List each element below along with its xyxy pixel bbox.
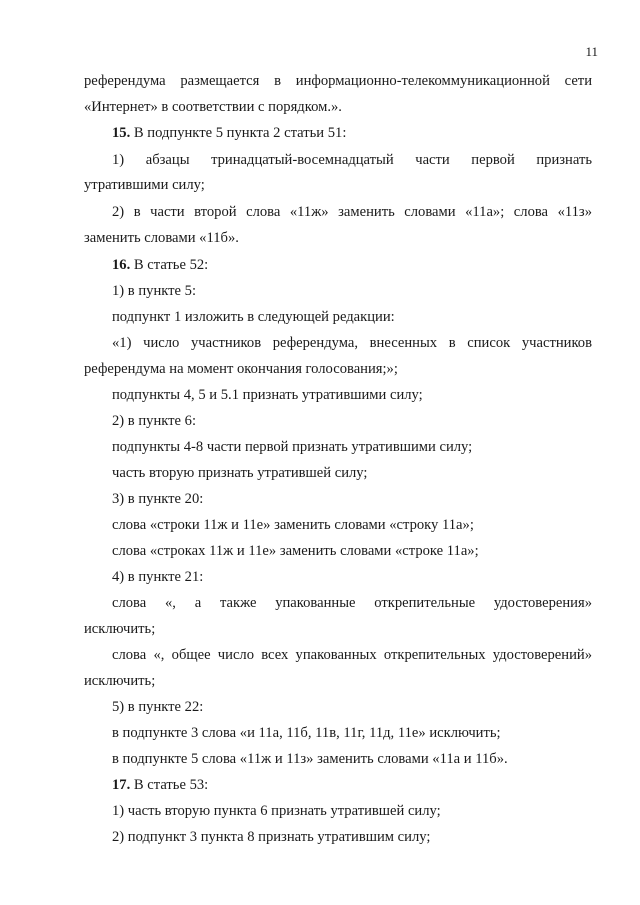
line-text: 1) абзацы тринадцатый-восемнадцатый части первой признать	[112, 152, 592, 168]
line-text: слова «, общее число всех упакованных открепительных удостоверений»	[112, 647, 592, 663]
text-line	[112, 334, 592, 353]
text-line	[84, 672, 592, 691]
line-text: 2) в части второй слова «11ж» заменить словами «11а»; слова «11з»	[112, 204, 592, 220]
text-line	[112, 386, 592, 405]
line-text: 2) в пункте 6:	[112, 413, 197, 429]
line-text: заменить словами «11б».	[84, 230, 239, 246]
article-heading	[112, 256, 592, 275]
text-line	[112, 203, 592, 222]
line-text: В статье 52:	[130, 257, 209, 273]
text-line	[112, 568, 592, 587]
text-line	[84, 229, 592, 248]
line-text: 1) часть вторую пункта 6 признать утратившей силу;	[112, 803, 441, 819]
line-text: слова «строки 11ж и 11е» заменить словами «строку 11а»;	[112, 517, 474, 533]
line-text: подпункты 4-8 части первой признать утратившими силу;	[112, 439, 473, 455]
text-line	[112, 516, 592, 535]
text-line	[112, 464, 592, 483]
line-text: часть вторую признать утратившей силу;	[112, 465, 368, 481]
text-line	[84, 72, 592, 91]
text-line	[112, 750, 592, 769]
text-line	[112, 594, 592, 613]
text-line	[112, 490, 592, 509]
line-text: в подпункте 5 слова «11ж и 11з» заменить словами «11а и 11б».	[112, 751, 508, 767]
text-line	[84, 620, 592, 639]
article-heading	[112, 776, 592, 795]
text-line	[112, 802, 592, 821]
line-text: 3) в пункте 20:	[112, 491, 204, 507]
line-text: В подпункте 5 пункта 2 статьи 51:	[130, 125, 347, 141]
text-line	[112, 542, 592, 561]
article-number: 17.	[112, 777, 131, 793]
line-text: слова «, а также упакованные открепительные удостоверения»	[112, 595, 592, 611]
line-text: референдума на момент окончания голосования;»;	[84, 361, 398, 377]
text-line	[112, 724, 592, 743]
line-text: 2) подпункт 3 пункта 8 признать утратившим силу;	[112, 829, 431, 845]
text-line	[84, 98, 592, 117]
line-text: В статье 53:	[130, 777, 209, 793]
article-heading	[112, 124, 592, 143]
line-text: 5) в пункте 22:	[112, 699, 204, 715]
text-line	[84, 360, 592, 379]
article-number: 15.	[112, 125, 131, 141]
line-text: подпункты 4, 5 и 5.1 признать утратившими силу;	[112, 387, 423, 403]
line-text: референдума размещается в информационно-телекоммуникационной сети	[84, 73, 592, 89]
text-line	[112, 828, 592, 847]
line-text: в подпункте 3 слова «и 11а, 11б, 11в, 11г, 11д, 11е» исключить;	[112, 725, 501, 741]
line-text: утратившими силу;	[84, 177, 205, 193]
text-line	[112, 308, 592, 327]
text-line	[112, 412, 592, 431]
line-text: «Интернет» в соответствии с порядком.».	[84, 99, 342, 115]
line-text: исключить;	[84, 673, 156, 689]
text-line	[84, 176, 592, 195]
text-line	[112, 698, 592, 717]
text-line	[112, 646, 592, 665]
line-text: подпункт 1 изложить в следующей редакции:	[112, 309, 395, 325]
line-text: слова «строках 11ж и 11е» заменить словами «строке 11а»;	[112, 543, 479, 559]
article-number: 16.	[112, 257, 131, 273]
text-line	[112, 282, 592, 301]
line-text: 1) в пункте 5:	[112, 283, 197, 299]
line-text: «1) число участников референдума, внесенных в список участников	[112, 335, 592, 351]
line-text: исключить;	[84, 621, 156, 637]
text-line	[112, 151, 592, 170]
text-line	[112, 438, 592, 457]
line-text: 4) в пункте 21:	[112, 569, 204, 585]
page-number: 11	[585, 44, 598, 59]
